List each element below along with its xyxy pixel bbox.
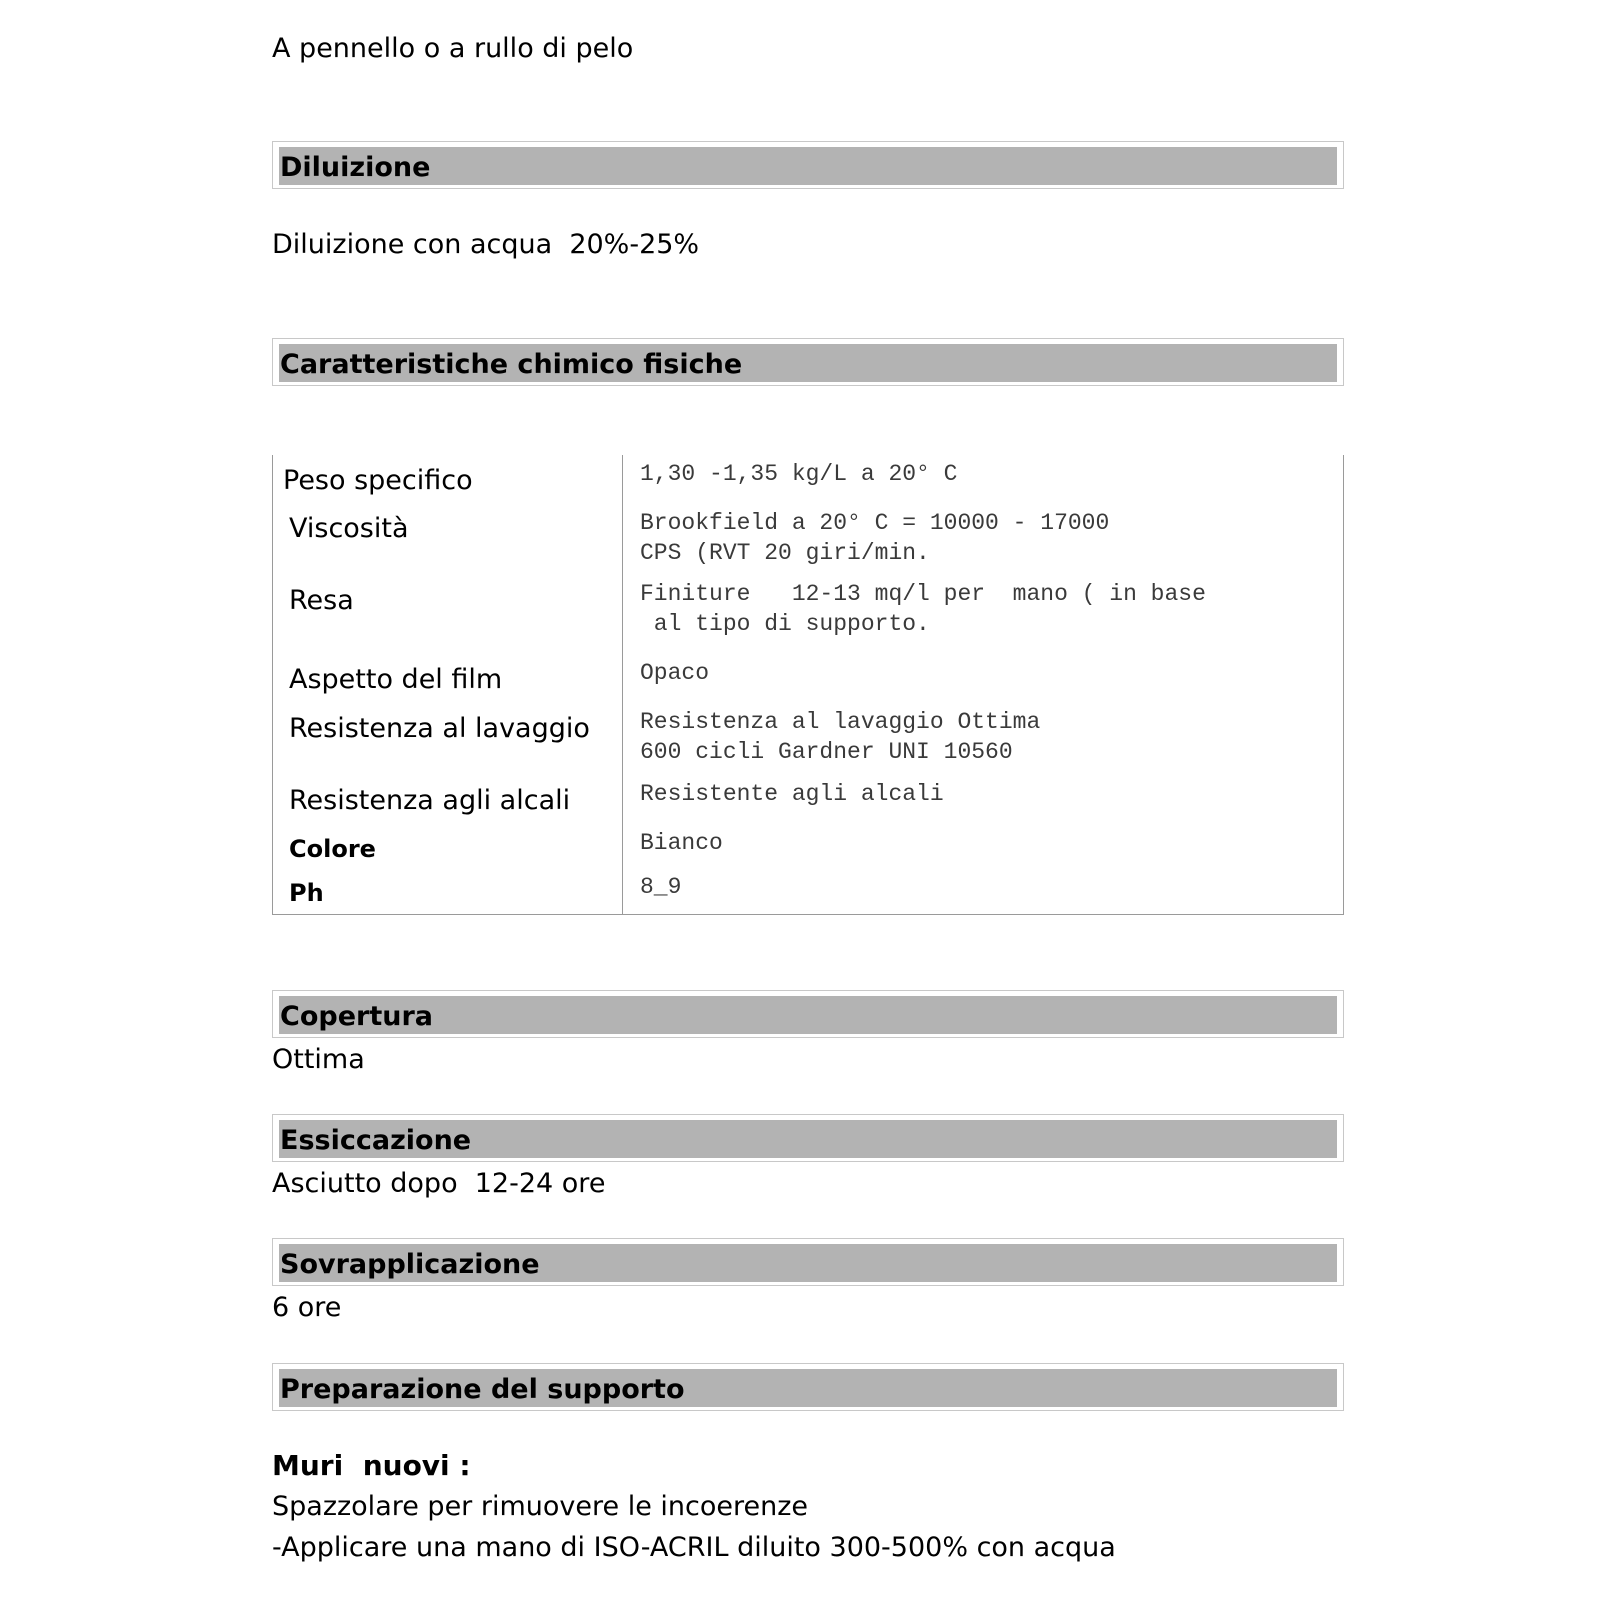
property-value-resistenza-lavaggio: Resistenza al lavaggio Ottima 600 cicli Gardner UNI 10560	[640, 709, 1041, 765]
section-title-caratteristiche: Caratteristiche chimico fisiche	[279, 344, 1337, 382]
property-value-colore: Bianco	[640, 830, 723, 856]
preparazione-line: -Applicare una mano di ISO-ACRIL diluito 300-500% con acqua	[272, 1532, 1116, 1563]
property-label-ph: Ph	[289, 879, 324, 907]
section-header-copertura	[272, 990, 1344, 1038]
sovrapplicazione-text: 6 ore	[272, 1292, 342, 1323]
property-label-resistenza-lavaggio: Resistenza al lavaggio	[289, 713, 590, 744]
section-title-sovrapplicazione: Sovrapplicazione	[279, 1244, 1337, 1282]
essiccazione-text: Asciutto dopo 12-24 ore	[272, 1168, 606, 1199]
property-label-colore: Colore	[289, 835, 376, 863]
properties-table	[272, 455, 1344, 915]
section-title-essiccazione: Essiccazione	[279, 1120, 1337, 1158]
section-title-preparazione: Preparazione del supporto	[279, 1369, 1337, 1407]
copertura-text: Ottima	[272, 1044, 365, 1075]
property-value-peso-specifico: 1,30 -1,35 kg/L a 20° C	[640, 461, 958, 487]
section-title-diluizione: Diluizione	[279, 147, 1337, 185]
property-value-resa: Finiture 12-13 mq/l per mano ( in base al tipo di supporto.	[640, 581, 1206, 637]
section-header-essiccazione	[272, 1114, 1344, 1162]
diluizione-text: Diluizione con acqua 20%-25%	[272, 229, 700, 260]
application-method-text: A pennello o a rullo di pelo	[272, 33, 634, 64]
preparazione-subheading: Muri nuovi :	[272, 1449, 471, 1482]
preparazione-line: Spazzolare per rimuovere le incoerenze	[272, 1491, 808, 1522]
section-header-sovrapplicazione	[272, 1238, 1344, 1286]
property-label-peso-specifico: Peso specifico	[283, 465, 473, 496]
section-header-preparazione	[272, 1363, 1344, 1411]
section-header-diluizione	[272, 141, 1344, 189]
property-value-resistenza-alcali: Resistente agli alcali	[640, 781, 944, 807]
property-label-resa: Resa	[289, 585, 354, 616]
property-value-aspetto-del-film: Opaco	[640, 660, 710, 686]
property-label-viscosita: Viscosità	[289, 513, 409, 544]
section-header-caratteristiche	[272, 338, 1344, 386]
property-label-aspetto-del-film: Aspetto del film	[289, 664, 503, 695]
properties-column-divider	[622, 455, 623, 914]
section-title-copertura: Copertura	[279, 996, 1337, 1034]
property-label-resistenza-alcali: Resistenza agli alcali	[289, 785, 571, 816]
property-value-ph: 8_9	[640, 874, 682, 900]
property-value-viscosita: Brookfield a 20° C = 10000 - 17000 CPS (RVT 20 giri/min.	[640, 510, 1110, 566]
